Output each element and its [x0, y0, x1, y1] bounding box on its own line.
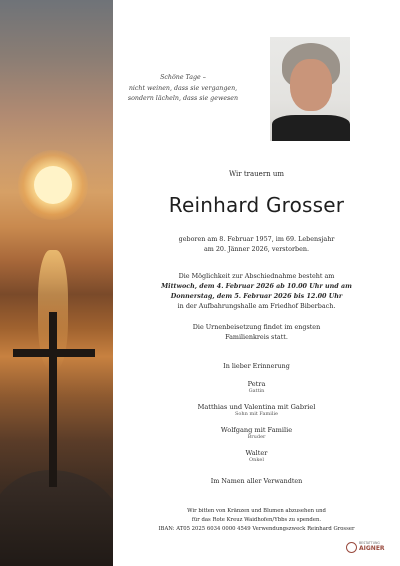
relative-entry: [113, 449, 400, 463]
farewell-date-2: Donnerstag, dem 5. Februar 2026 bis 12.00 Uhr: [170, 292, 343, 300]
footer-line: für das Rote Kreuz Waidhofen/Ybbs zu spenden.: [191, 516, 322, 523]
sunset-cross-image: [0, 0, 113, 566]
footer-line: Wir bitten von Kränzen und Blumen abzusehen und: [187, 508, 326, 514]
birth-line: geboren am 8. Februar 1957, im 69. Lebensjahr: [178, 235, 335, 243]
life-dates: [113, 234, 400, 254]
relative-name: Matthias und Valentina mit Gabriel: [197, 403, 316, 411]
poem-line: Schöne Tage –: [160, 74, 206, 81]
relative-role: Gattin: [248, 388, 265, 394]
footer-line: IBAN: AT05 2025 6034 0000 4549 Verwendungszweck Reinhard Grosser: [158, 525, 355, 532]
funeral-home-logo: [346, 541, 390, 555]
relative-name: Walter: [245, 449, 268, 457]
relative-name: Wolfgang mit Familie: [220, 426, 293, 434]
poem-line: nicht weinen, dass sie vergangen,: [128, 84, 238, 92]
relative-entry: [113, 380, 400, 394]
death-line: am 20. Jänner 2026, verstorben.: [203, 245, 310, 253]
logo-emblem-icon: [346, 542, 357, 553]
logo-top-text: BESTATTUNG: [359, 541, 380, 545]
poem-line: sondern lächeln, dass sie gewesen: [127, 95, 239, 102]
relative-role: Sohn mit Familie: [234, 411, 278, 417]
urn-line: Die Urnenbeisetzung findet im engsten: [192, 323, 321, 331]
portrait-shirt: [272, 115, 350, 141]
cross-horizontal-beam: [13, 349, 95, 357]
donation-notice: [113, 507, 400, 533]
deceased-name: Reinhard Grosser: [168, 193, 345, 217]
all-relatives-line: Im Namen aller Verwandten: [210, 477, 303, 485]
cross-vertical-beam: [49, 312, 57, 487]
memory-heading: In lieber Erinnerung: [223, 362, 290, 370]
urn-info: [113, 322, 400, 342]
logo-brand-text: AIGNER: [359, 545, 385, 552]
relative-name: Petra: [247, 380, 266, 388]
relative-entry: [113, 426, 400, 440]
poem: [118, 73, 248, 105]
portrait-face: [290, 59, 332, 111]
portrait-photo: [270, 37, 350, 141]
urn-line: Familienkreis statt.: [225, 333, 288, 341]
relative-role: Onkel: [249, 457, 264, 463]
farewell-location: in der Aufbahrungshalle am Friedhof Biberbach.: [177, 302, 336, 310]
farewell-line: Die Möglichkeit zur Abschiednahme besteht am: [178, 272, 335, 280]
relative-entry: [113, 403, 400, 417]
intro-text: Wir trauern um: [228, 170, 285, 178]
farewell-info: [113, 271, 400, 311]
sun: [34, 166, 72, 204]
relative-role: Bruder: [247, 434, 266, 440]
farewell-date-1: Mittwoch, dem 4. Februar 2026 ab 10.00 Uhr und am: [161, 282, 352, 290]
